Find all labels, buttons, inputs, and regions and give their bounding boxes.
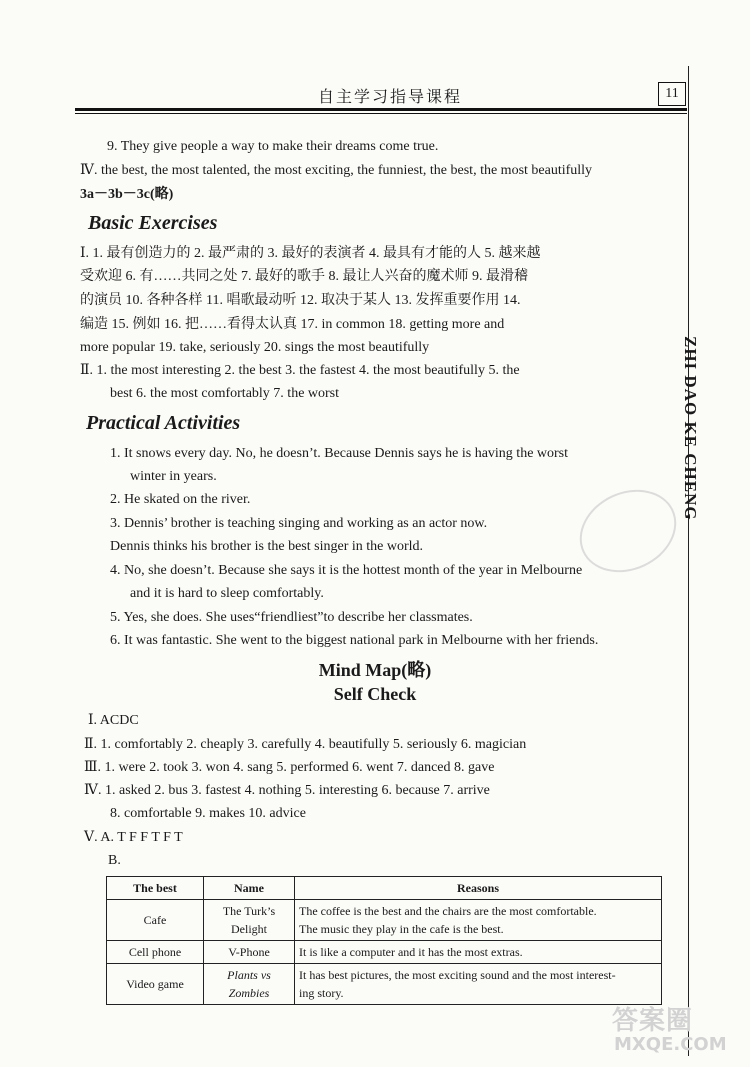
page-number: 11 bbox=[658, 82, 686, 106]
stamp-seal bbox=[566, 475, 690, 588]
table-cell-name: Plants vs Zombies bbox=[204, 964, 295, 1005]
table-cell-reasons bbox=[295, 964, 662, 1005]
answer-line: 2. He skated on the river. bbox=[110, 492, 251, 507]
header-rule bbox=[75, 108, 687, 111]
self-check-heading: Self Check bbox=[333, 684, 417, 704]
table-row bbox=[107, 900, 662, 941]
answer-line: 6. It was fantastic. She went to the biggest national park in Melbourne with her friends. bbox=[110, 633, 599, 648]
answer-line: 1. It snows every day. No, he doesn’t. Because Dennis says he is having the worst bbox=[110, 446, 569, 461]
table-header-cell: The best bbox=[107, 877, 204, 900]
reason-line: The music they play in the cafe is the best. bbox=[299, 922, 504, 936]
header-rule-thin bbox=[75, 113, 687, 114]
table-cell-name: V-Phone bbox=[204, 941, 295, 964]
section-title-practical-activities: Practical Activities bbox=[86, 412, 241, 434]
table-header-row bbox=[107, 877, 662, 900]
answer-line: winter in years. bbox=[130, 469, 217, 484]
table-row bbox=[107, 964, 662, 1005]
header-title: 自主学习指导课程 bbox=[317, 87, 462, 106]
table-cell-best: Cafe bbox=[107, 900, 204, 941]
answer-line: Ⅴ. A. T F F T F T bbox=[84, 830, 183, 845]
answer-line: B. bbox=[108, 853, 121, 868]
table-cell-name: The Turk’s Delight bbox=[204, 900, 295, 941]
answer-line: Ⅰ. ACDC bbox=[88, 713, 139, 728]
reason-line: It is like a computer and it has the most extras. bbox=[299, 945, 523, 959]
answer-line: 5. Yes, she does. She uses“friendliest”to describe her classmates. bbox=[110, 610, 473, 625]
reason-line: It has best pictures, the most exciting sound and the most interest- bbox=[299, 968, 616, 982]
side-rule bbox=[688, 66, 689, 1056]
answer-line: 3a－3b－3c(略) bbox=[80, 187, 174, 202]
table-cell-reasons bbox=[295, 900, 662, 941]
watermark-url: MXQE.COM bbox=[614, 1034, 727, 1055]
answer-line: Ⅳ. the best, the most talented, the most exciting, the funniest, the best, the most beautifully bbox=[80, 163, 593, 178]
answer-line: 受欢迎 6. 有……共同之处 7. 最好的歌手 8. 最让人兴奋的魔术师 9. 最滑稽 bbox=[80, 269, 528, 284]
table-header-cell: Name bbox=[204, 877, 295, 900]
answer-line: 编造 15. 例如 16. 把……看得太认真 17. in common 18. getting more and bbox=[80, 317, 505, 332]
answer-line: Dennis thinks his brother is the best singer in the world. bbox=[110, 539, 424, 554]
answer-line: Ⅱ. 1. the most interesting 2. the best 3. the fastest 4. the most beautifully 5. the bbox=[80, 363, 520, 378]
table-cell-reasons bbox=[295, 941, 662, 964]
side-vertical-text: ZHI DAO KE CHENG bbox=[681, 336, 700, 521]
answer-line: 8. comfortable 9. makes 10. advice bbox=[110, 806, 306, 821]
reason-line: The coffee is the best and the chairs are the most comfortable. bbox=[299, 904, 597, 918]
answer-line: 9. They give people a way to make their dreams come true. bbox=[107, 139, 439, 154]
answer-line: 的演员 10. 各种各样 11. 唱歌最动听 12. 取决于某人 13. 发挥重要作用 14. bbox=[80, 293, 521, 308]
section-title-basic-exercises: Basic Exercises bbox=[88, 212, 218, 234]
table-header-cell: Reasons bbox=[295, 877, 662, 900]
answer-line: and it is hard to sleep comfortably. bbox=[130, 586, 324, 601]
reason-line: ing story. bbox=[299, 986, 344, 1000]
mind-map-heading: Mind Map(略) bbox=[318, 660, 432, 680]
answer-line: Ⅱ. 1. comfortably 2. cheaply 3. carefully 4. beautifully 5. seriously 6. magician bbox=[84, 737, 527, 752]
answer-line: best 6. the most comfortably 7. the worst bbox=[110, 386, 340, 401]
table-cell-best: Video game bbox=[107, 964, 204, 1005]
answer-table bbox=[106, 876, 662, 1005]
table-row bbox=[107, 941, 662, 964]
answer-line: 4. No, she doesn’t. Because she says it is the hottest month of the year in Melbourne bbox=[110, 563, 583, 578]
answer-line: Ⅰ. 1. 最有创造力的 2. 最严肃的 3. 最好的表演者 4. 最具有才能的人 5. 越来越 bbox=[80, 246, 541, 261]
answer-line: 3. Dennis’ brother is teaching singing and working as an actor now. bbox=[110, 516, 488, 531]
watermark-logo: 答案圈 bbox=[612, 1006, 694, 1036]
answer-line: more popular 19. take, seriously 20. sings the most beautifully bbox=[80, 340, 430, 355]
table-cell-best: Cell phone bbox=[107, 941, 204, 964]
answer-line: Ⅳ. 1. asked 2. bus 3. fastest 4. nothing 5. interesting 6. because 7. arrive bbox=[84, 783, 490, 798]
answer-line: Ⅲ. 1. were 2. took 3. won 4. sang 5. performed 6. went 7. danced 8. gave bbox=[84, 760, 495, 775]
